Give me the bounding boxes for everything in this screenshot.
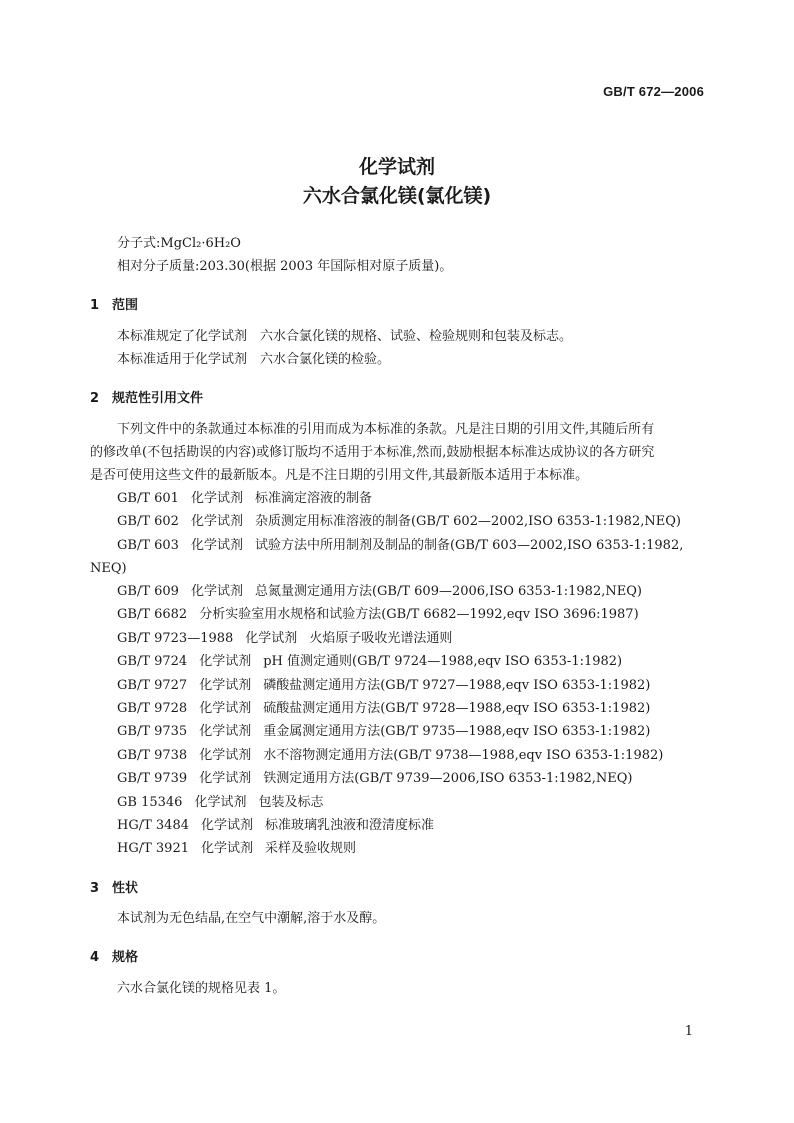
reference-title: 总氮量测定通用方法(GB/T 609—2006,ISO 6353-1:1982,NEQ) [254, 584, 642, 599]
reference-category: 化学试剂 [201, 818, 254, 833]
document-title-line1: 化学试剂 [358, 156, 435, 178]
reference-code: GB/T 6682 [117, 607, 188, 622]
reference-item [117, 700, 650, 718]
reference-code: GB/T 9728 [117, 701, 188, 716]
reference-item [117, 677, 650, 695]
reference-code: GB/T 9738 [117, 748, 188, 763]
section-number: 3 [90, 881, 100, 896]
reference-item [117, 723, 650, 741]
reference-title: 杂质测定用标准溶液的制备(GB/T 602—2002,ISO 6353-1:1982,NEQ) [254, 514, 681, 529]
molecular-mass: 相对分子质量:203.30(根据 2003 年国际相对原子质量)。 [117, 259, 453, 274]
reference-category: 化学试剂 [190, 491, 243, 506]
reference-category: 化学试剂 [245, 631, 298, 646]
reference-title: 采样及验收规则 [265, 841, 357, 856]
molecular-formula: 分子式:MgCl₂·6H₂O [117, 236, 241, 251]
reference-item [117, 817, 434, 835]
reference-title: 水不溶物测定通用方法(GB/T 9738—1988,eqv ISO 6353-1:1982) [263, 748, 664, 763]
reference-code: HG/T 3921 [117, 841, 189, 856]
reference-title: 磷酸盐测定通用方法(GB/T 9727—1988,eqv ISO 6353-1:1982) [263, 678, 651, 693]
reference-code: GB/T 9735 [117, 724, 188, 739]
section-2-heading [90, 387, 203, 406]
section-3-heading [90, 877, 138, 896]
references-intro-line-2: 的修改单(不包括勘误的内容)或修订版均不适用于本标准,然而,鼓励根据本标准达成协议的各方研究 [90, 445, 655, 460]
section-title: 规范性引用文件 [112, 391, 204, 406]
reference-item [117, 606, 639, 624]
scope-paragraph-2: 本标准适用于化学试剂 六水合氯化镁的检验。 [117, 352, 391, 367]
reference-title: 标准滴定溶液的制备 [254, 491, 372, 506]
document-title-line2: 六水合氯化镁(氯化镁) [302, 185, 492, 207]
reference-item [117, 770, 633, 788]
references-intro-line-3: 是否可使用这些文件的最新版本。凡是不注日期的引用文件,其最新版本适用于本标准。 [90, 468, 589, 483]
page-number: 1 [684, 1024, 693, 1039]
reference-code: GB/T 9723—1988 [117, 631, 234, 646]
reference-category: 化学试剂 [199, 654, 252, 669]
reference-code: GB/T 602 [117, 514, 179, 529]
reference-code: GB/T 9739 [117, 771, 188, 786]
section-number: 4 [90, 950, 100, 965]
section-title: 性状 [112, 881, 139, 896]
reference-title: 火焰原子吸收光谱法通则 [309, 631, 453, 646]
specification-paragraph: 六水合氯化镁的规格见表 1。 [117, 981, 286, 996]
reference-category: 化学试剂 [199, 678, 252, 693]
section-number: 2 [90, 391, 100, 406]
section-title: 范围 [112, 298, 139, 313]
reference-category: 化学试剂 [199, 748, 252, 763]
section-title: 规格 [112, 950, 139, 965]
reference-title: 包装及标志 [258, 795, 324, 810]
reference-item [117, 513, 681, 531]
reference-title-continuation: NEQ) [90, 561, 127, 576]
reference-category: 化学试剂 [190, 584, 243, 599]
reference-code: GB/T 9724 [117, 654, 188, 669]
reference-title: 分析实验室用水规格和试验方法(GB/T 6682—1992,eqv ISO 3696:1987) [199, 607, 639, 622]
reference-item [117, 537, 683, 555]
reference-title: pH 值测定通则(GB/T 9724—1988,eqv ISO 6353-1:1982) [263, 654, 623, 669]
reference-code: GB/T 9727 [117, 678, 188, 693]
reference-code: GB/T 601 [117, 491, 179, 506]
section-4-heading [90, 946, 138, 965]
reference-item [117, 630, 452, 648]
reference-category: 化学试剂 [199, 724, 252, 739]
reference-category: 化学试剂 [190, 514, 243, 529]
reference-category: 化学试剂 [194, 795, 247, 810]
reference-item [117, 653, 622, 671]
section-number: 1 [90, 298, 100, 313]
reference-code: GB/T 603 [117, 538, 179, 553]
reference-title: 重金属测定通用方法(GB/T 9735—1988,eqv ISO 6353-1:1982) [263, 724, 651, 739]
reference-title: 试验方法中所用制剂及制品的制备(GB/T 603—2002,ISO 6353-1:1982, [254, 538, 684, 553]
reference-item [117, 747, 663, 765]
standard-number: GB/T 672—2006 [603, 84, 704, 99]
references-intro-line-1: 下列文件中的条款通过本标准的引用而成为本标准的条款。凡是注日期的引用文件,其随后所有 [117, 422, 655, 437]
reference-category: 化学试剂 [199, 771, 252, 786]
properties-paragraph: 本试剂为无色结晶,在空气中潮解,溶于水及醇。 [117, 911, 386, 926]
reference-item [117, 840, 356, 858]
reference-code: GB/T 609 [117, 584, 179, 599]
reference-title: 标准玻璃乳浊液和澄清度标准 [265, 818, 435, 833]
reference-title: 硫酸盐测定通用方法(GB/T 9728—1988,eqv ISO 6353-1:1982) [263, 701, 651, 716]
reference-title: 铁测定通用方法(GB/T 9739—2006,ISO 6353-1:1982,NEQ) [263, 771, 633, 786]
scope-paragraph-1: 本标准规定了化学试剂 六水合氯化镁的规格、试验、检验规则和包装及标志。 [117, 329, 573, 344]
reference-category: 化学试剂 [190, 538, 243, 553]
section-1-heading [90, 294, 138, 313]
reference-category: 化学试剂 [201, 841, 254, 856]
reference-item [117, 490, 372, 508]
reference-code: GB 15346 [117, 795, 183, 810]
reference-item [117, 583, 642, 601]
reference-item [117, 794, 323, 812]
reference-code: HG/T 3484 [117, 818, 189, 833]
reference-category: 化学试剂 [199, 701, 252, 716]
